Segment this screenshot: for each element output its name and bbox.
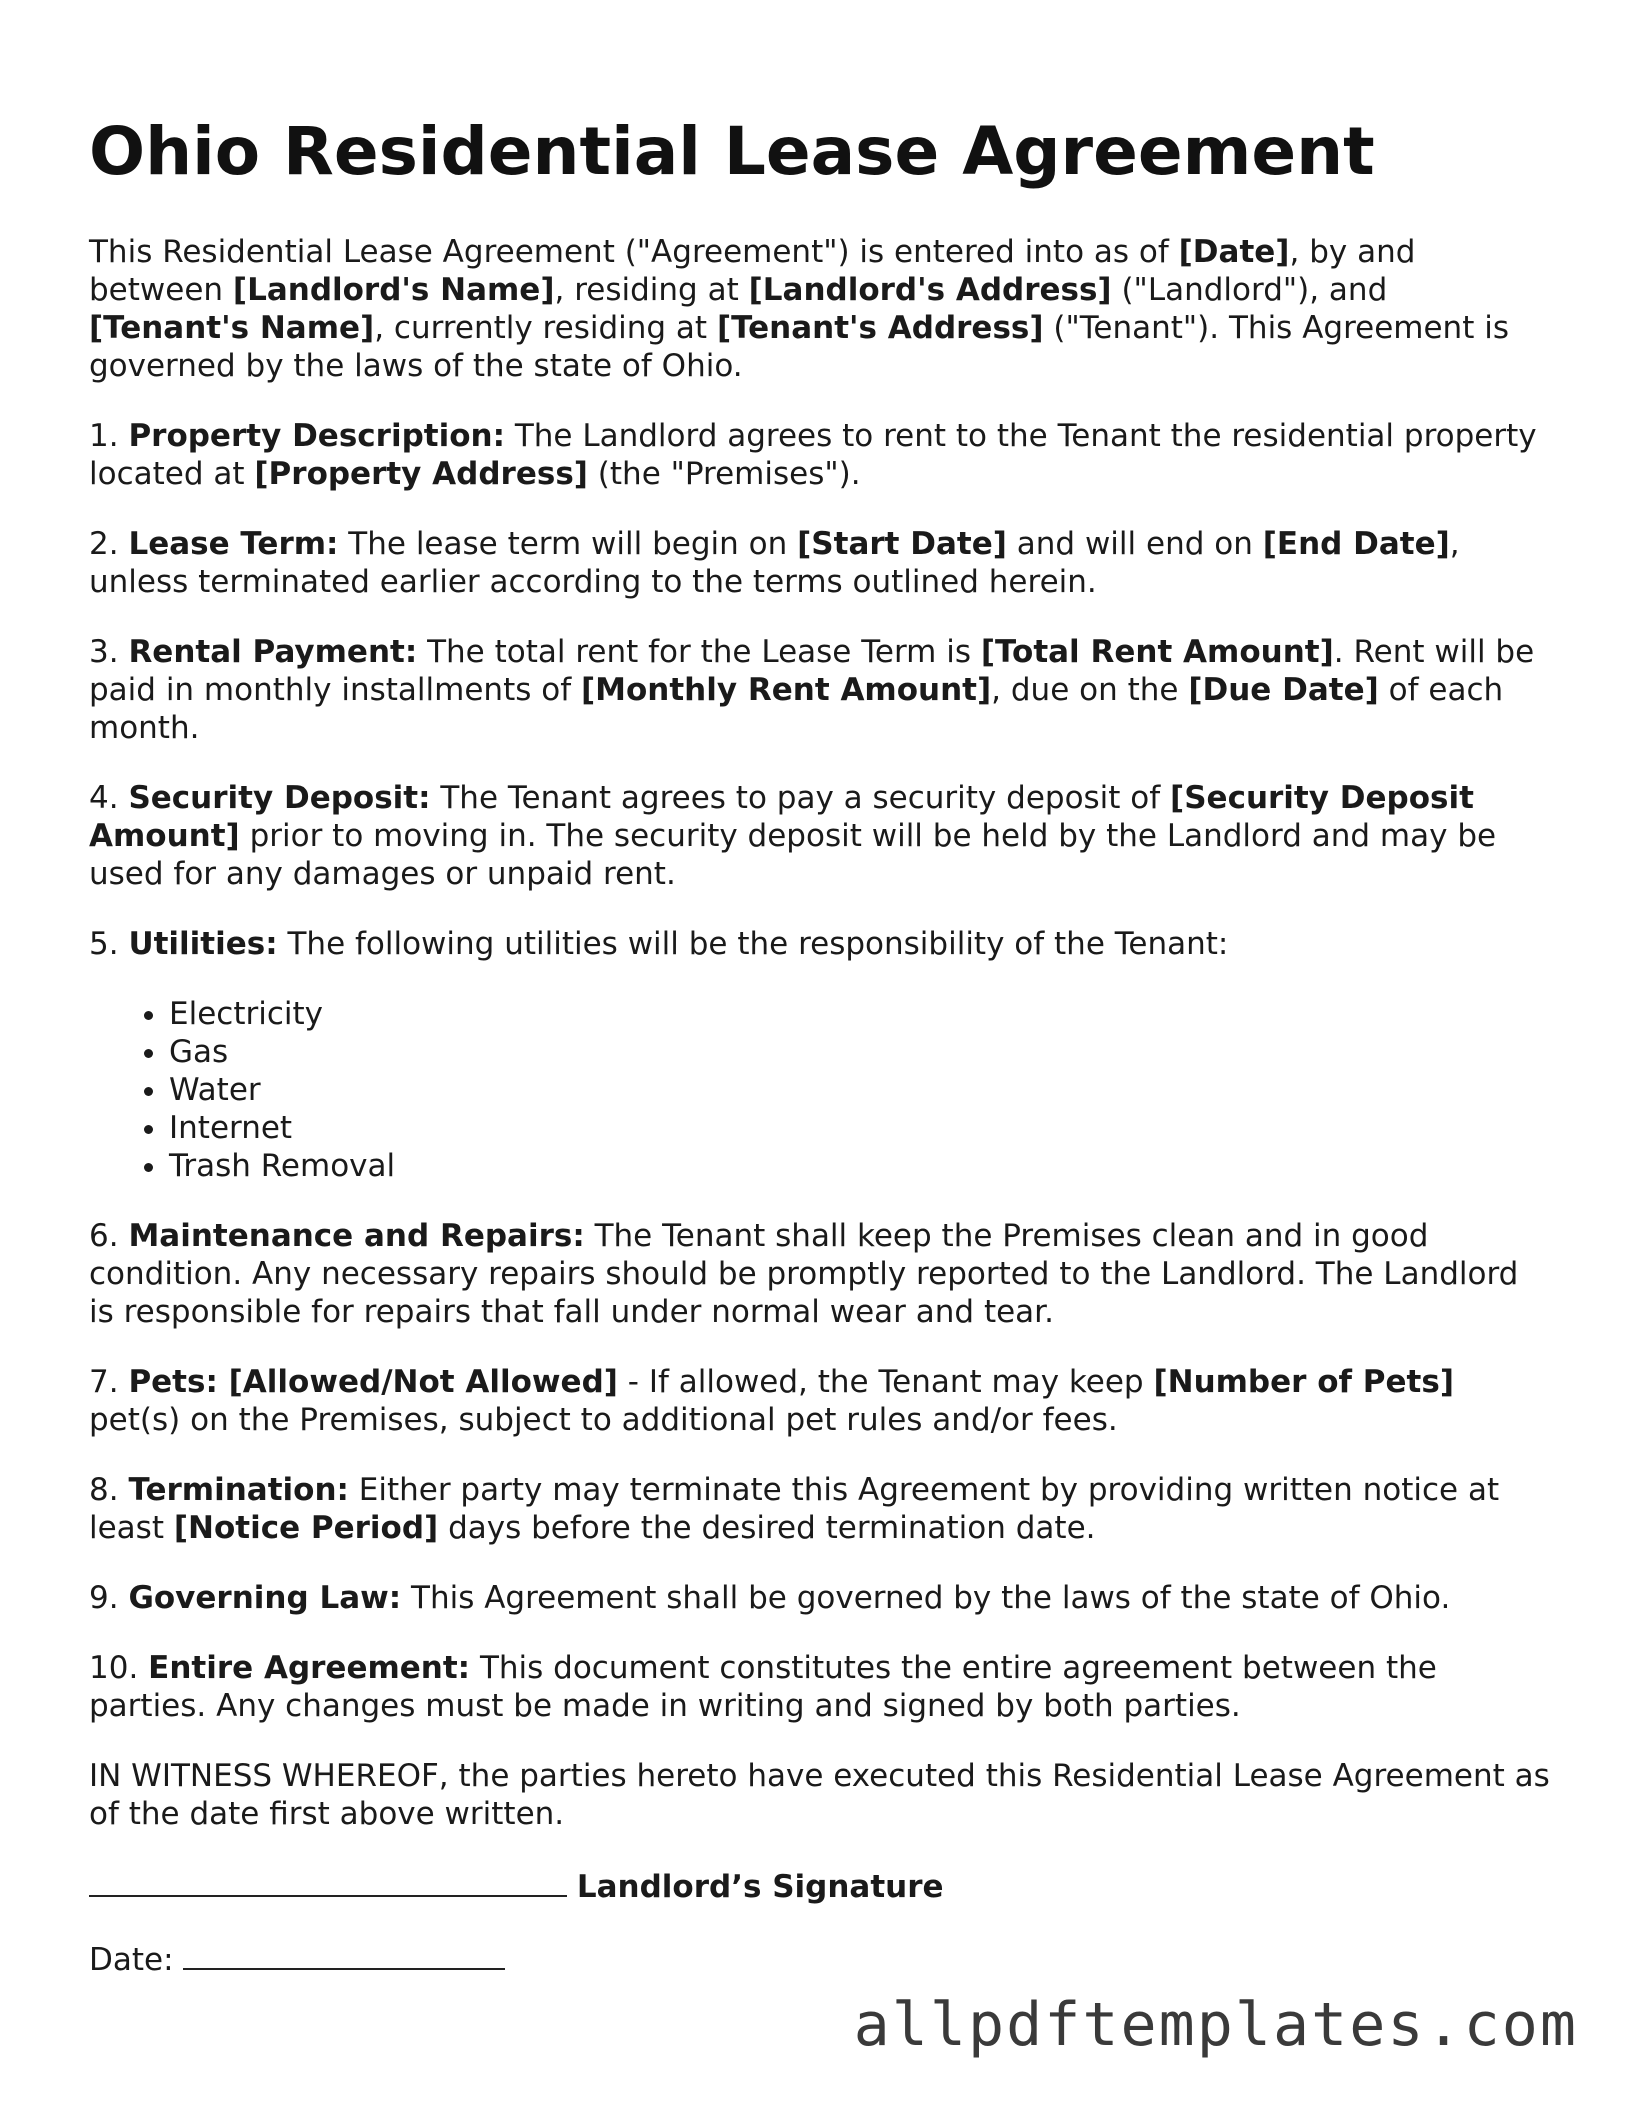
intro-text: ("Landlord"), and	[1111, 272, 1388, 309]
placeholder-date: [Date]	[1178, 234, 1290, 271]
list-item: • Trash Removal	[169, 1147, 1551, 1185]
placeholder-landlord-address: [Landlord's Address]	[748, 272, 1112, 309]
section-heading: Utilities:	[128, 926, 278, 963]
section-text: This Agreement shall be governed by the laws of the state of Ohio.	[401, 1580, 1451, 1617]
section-text: The Landlord agrees to rent to the Tenant the residential property located at	[89, 418, 1537, 493]
section-lease-term	[89, 525, 1551, 601]
placeholder-due-date: [Due Date]	[1188, 672, 1379, 709]
section-heading: Property Description:	[128, 418, 505, 455]
utilities-list	[89, 995, 1551, 1185]
section-heading: Rental Payment:	[128, 634, 418, 671]
intro-text: This Residential Lease Agreement ("Agreement") is entered into as of	[89, 234, 1179, 271]
section-pets	[89, 1363, 1551, 1439]
section-number: 2.	[89, 526, 129, 563]
date-row	[89, 1938, 1551, 1979]
list-item: • Internet	[169, 1109, 1551, 1147]
section-text: This document constitutes the entire agreement between the parties. Any changes must be made in writing and signed by both parties.	[89, 1650, 1437, 1725]
section-text: The total rent for the Lease Term is	[417, 634, 981, 671]
list-item: • Electricity	[169, 995, 1551, 1033]
section-text: pet(s) on the Premises, subject to additional pet rules and/or fees.	[89, 1402, 1118, 1439]
placeholder-notice-period: [Notice Period]	[173, 1510, 439, 1547]
section-number: 7.	[89, 1364, 129, 1401]
date-line[interactable]	[183, 1938, 505, 1970]
section-heading: Entire Agreement:	[148, 1650, 471, 1687]
section-utilities	[89, 925, 1551, 963]
landlord-signature-line[interactable]	[89, 1865, 567, 1897]
section-text: and will end on	[1006, 526, 1263, 563]
section-text: days before the desired termination date.	[438, 1510, 1096, 1547]
landlord-signature-label: Landlord’s Signature	[576, 1869, 944, 1906]
placeholder-start-date: [Start Date]	[797, 526, 1007, 563]
section-text: The following utilities will be the responsibility of the Tenant:	[277, 926, 1229, 963]
document-page	[89, 112, 1551, 2011]
placeholder-property-address: [Property Address]	[254, 456, 588, 493]
section-heading: Security Deposit:	[128, 780, 431, 817]
placeholder-tenant-address: [Tenant's Address]	[716, 310, 1044, 347]
section-text: of each month.	[89, 672, 1504, 747]
section-number: 1.	[89, 418, 129, 455]
section-termination	[89, 1471, 1551, 1547]
intro-text: ("Tenant"). This Agreement is governed by the laws of the state of Ohio.	[89, 310, 1509, 385]
placeholder-end-date: [End Date]	[1262, 526, 1450, 563]
placeholder-monthly-rent: [Monthly Rent Amount]	[580, 672, 992, 709]
section-security-deposit	[89, 779, 1551, 893]
section-text: , due on the	[991, 672, 1189, 709]
list-item: • Water	[169, 1071, 1551, 1109]
placeholder-security-deposit: [Security Deposit Amount]	[89, 780, 1474, 855]
intro-text: , residing at	[554, 272, 749, 309]
intro-text: , currently residing at	[374, 310, 717, 347]
section-text: , unless terminated earlier according to the terms outlined herein.	[89, 526, 1460, 601]
section-number: 6.	[89, 1218, 129, 1255]
section-text: Either party may terminate this Agreement by providing written notice at least	[89, 1472, 1500, 1547]
section-text: The lease term will begin on	[338, 526, 798, 563]
section-heading: Maintenance and Repairs:	[128, 1218, 585, 1255]
section-heading: Termination:	[128, 1472, 349, 1509]
section-text: The Tenant agrees to pay a security deposit of	[430, 780, 1171, 817]
list-item: • Gas	[169, 1033, 1551, 1071]
placeholder-landlord-name: [Landlord's Name]	[232, 272, 555, 309]
section-text: (the "Premises").	[587, 456, 861, 493]
section-heading: Lease Term:	[128, 526, 339, 563]
section-number: 9.	[89, 1580, 129, 1617]
page-title: Ohio Residential Lease Agreement	[89, 113, 1375, 190]
section-heading: Governing Law:	[128, 1580, 402, 1617]
section-number: 8.	[89, 1472, 129, 1509]
section-heading: Pets: [Allowed/Not Allowed]	[128, 1364, 618, 1401]
section-number: 10.	[89, 1650, 149, 1687]
section-entire-agreement	[89, 1649, 1551, 1725]
placeholder-tenant-name: [Tenant's Name]	[89, 310, 375, 347]
section-text: . Rent will be paid in monthly installments of	[89, 634, 1535, 709]
section-text: The Tenant shall keep the Premises clean and in good condition. Any necessary repairs should be promptly reported to the Landlord. The Landlord is responsible for repairs that fall under normal wear and tear.	[89, 1218, 1519, 1331]
landlord-signature-row	[89, 1865, 1551, 1906]
section-number: 3.	[89, 634, 129, 671]
date-label: Date:	[89, 1942, 174, 1979]
section-text: - If allowed, the Tenant may keep	[617, 1364, 1154, 1401]
section-property-description	[89, 417, 1551, 493]
section-maintenance-repairs	[89, 1217, 1551, 1331]
intro-paragraph	[89, 233, 1551, 385]
intro-text: , by and between	[89, 234, 1416, 309]
section-governing-law	[89, 1579, 1551, 1617]
section-number: 5.	[89, 926, 129, 963]
watermark-text: allpdftemplates.com	[853, 1990, 1578, 2060]
section-rental-payment	[89, 633, 1551, 747]
witness-paragraph: IN WITNESS WHEREOF, the parties hereto have executed this Residential Lease Agreement as of the date first above written.	[89, 1758, 1550, 1833]
section-number: 4.	[89, 780, 129, 817]
placeholder-total-rent: [Total Rent Amount]	[980, 634, 1334, 671]
section-text: prior to moving in. The security deposit will be held by the Landlord and may be used for any damages or unpaid rent.	[89, 818, 1497, 893]
placeholder-number-of-pets: [Number of Pets]	[1153, 1364, 1454, 1401]
